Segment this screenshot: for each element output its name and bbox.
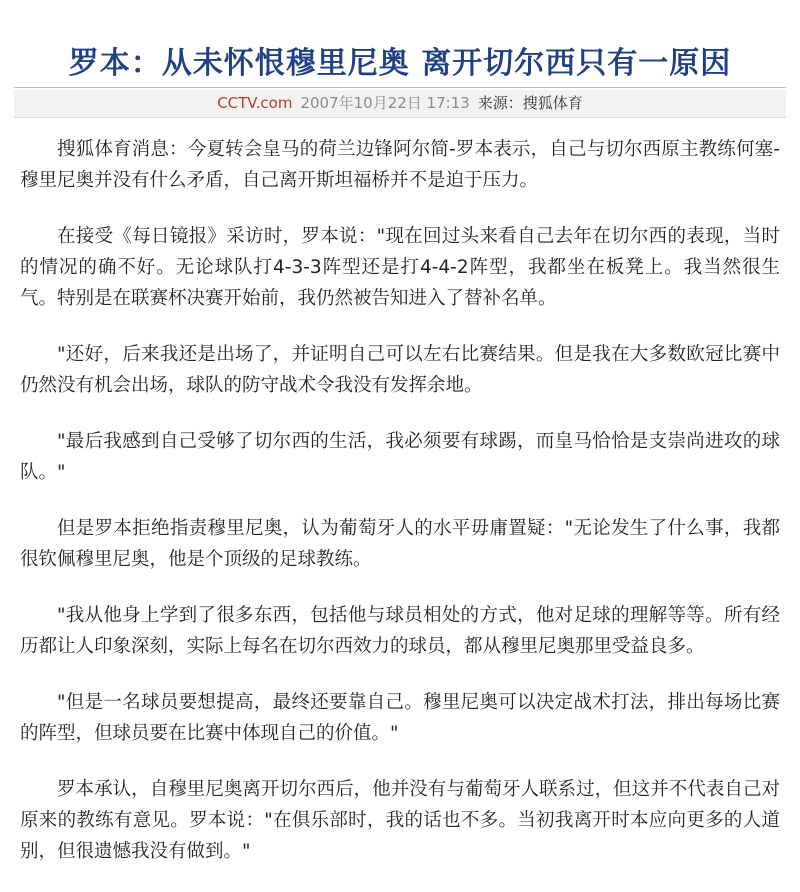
article-body — [20, 134, 780, 892]
article-paragraph-4: "最后我感到自己受够了切尔西的生活，我必须要有球踢，而皇马恰恰是支崇尚进攻的球队。" — [20, 431, 780, 483]
article-paragraph-2: 在接受《每日镜报》采访时，罗本说："现在回过头来看自己去年在切尔西的表现，当时的情况的确不好。无论球队打4-3-3阵型还是打4-4-2阵型，我都坐在板凳上。我当然很生气。特别是在联赛杯决赛开始前，我仍然被告知进入了替补名单。 — [20, 226, 780, 309]
article-paragraph-3: "还好，后来我还是出场了，并证明自己可以左右比赛结果。但是我在大多数欧冠比赛中仍然没有机会出场，球队的防守战术令我没有发挥余地。 — [20, 344, 780, 396]
article-paragraph-5: 但是罗本拒绝指责穆里尼奥，认为葡萄牙人的水平毋庸置疑："无论发生了什么事，我都很钦佩穆里尼奥，他是个顶级的足球教练。 — [20, 518, 780, 570]
meta-source: 来源：搜狐体育 — [477, 94, 583, 112]
meta-site-link[interactable]: CCTV.com — [217, 94, 293, 112]
article-paragraph-7: "但是一名球员要想提高，最终还要靠自己。穆里尼奥可以决定战术打法，排出每场比赛的阵型，但球员要在比赛中体现自己的价值。" — [20, 692, 780, 744]
header-divider — [14, 87, 786, 88]
article-headline: 罗本：从未怀恨穆里尼奥 离开切尔西只有一原因 — [68, 46, 732, 82]
meta-datetime: 2007年10月22日 17:13 — [300, 94, 470, 112]
article-paragraph-8: 罗本承认，自穆里尼奥离开切尔西后，他并没有与葡萄牙人联系过，但这并不代表自己对原来的教练有意见。罗本说："在俱乐部时，我的话也不多。当初我离开时本应向更多的人道别，但很遗憾我没有做到。" — [20, 779, 780, 862]
article-meta-bar — [14, 90, 786, 118]
article-paragraph-6: "我从他身上学到了很多东西，包括他与球员相处的方式，他对足球的理解等等。所有经历都让人印象深刻，实际上每名在切尔西效力的球员，都从穆里尼奥那里受益良多。 — [20, 605, 780, 657]
article-paragraph-1: 搜狐体育消息：今夏转会皇马的荷兰边锋阿尔简-罗本表示，自己与切尔西原主教练何塞-穆里尼奥并没有什么矛盾，自己离开斯坦福桥并不是迫于压力。 — [20, 139, 780, 191]
